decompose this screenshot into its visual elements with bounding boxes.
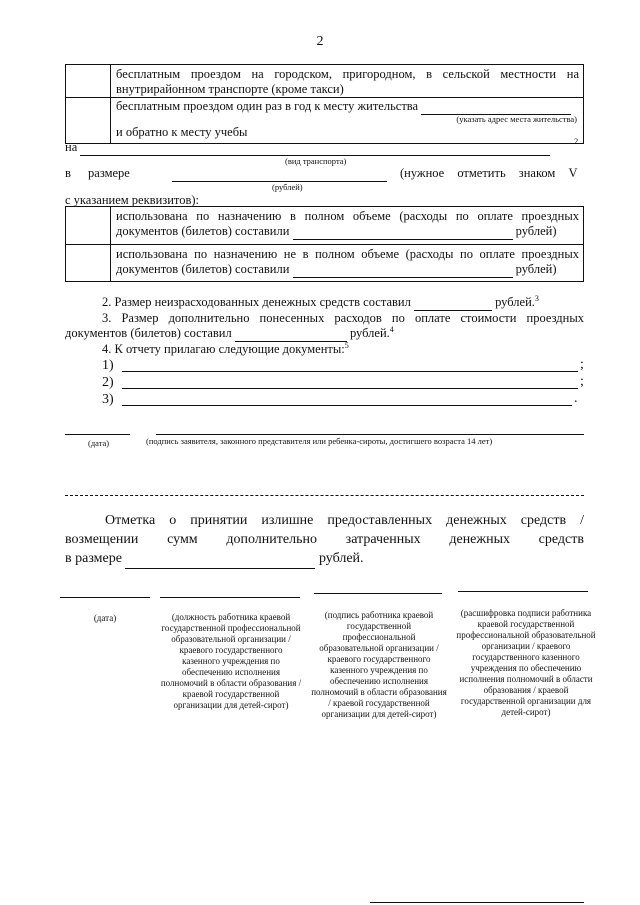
table1-row2-hint: (указать адрес места жительства) <box>456 114 577 124</box>
doc-item-2: 2) <box>102 375 114 390</box>
sign2-signature-caption: (подпись работника краевой государственной профессиональной образовательной организации / краевого государственного казенного учреждения по обеспечению исполнения полномочий в области образования / краевой государственной организации для детей-сирот) <box>311 610 447 719</box>
amount-note: (нужное отметить знаком V <box>400 166 578 180</box>
paragraph-2: 2. Размер неизрасходованных денежных средств составил рублей.$^3$ <box>102 293 539 309</box>
usage-table <box>65 206 584 282</box>
mark-line3: в размере рублей. <box>65 550 364 569</box>
amount-line2: с указанием реквизитов): <box>65 193 199 207</box>
mark-line2: возмещении сумм дополнительно затраченных денежных средств <box>65 532 584 547</box>
na-sup: 2 <box>574 136 579 146</box>
na-line: на <box>65 140 580 156</box>
sign1-signature-caption: (подпись заявителя, законного представителя или ребенка-сироты, достигшего возраста 14 лет) <box>146 436 493 446</box>
paragraph-4: 4. К отчету прилагаю следующие документы:$^5$ <box>102 340 349 356</box>
dashed-separator <box>65 495 584 496</box>
paragraph-3: 3. Размер дополнительно понесенных расходов по оплате стоимости проездных документов (билетов) составил рублей.$^4$ <box>65 311 584 340</box>
page-number: 2 <box>316 34 324 49</box>
sign2-position-caption: (должность работника краевой государственной профессиональной образовательной организации / краевого государственного казенного учреждения по обеспечению исполнения полномочий в области образования / краевой государственной организации для детей-сирот) <box>160 612 302 710</box>
doc-item-1: 1) <box>102 358 114 373</box>
doc-item-3: 3) <box>102 392 114 407</box>
table2-row1: использована по назначению в полном объеме (расходы по оплате проездных документов (билетов) составили рублей) <box>116 209 579 238</box>
bottom-rule <box>370 902 584 903</box>
mark-line1: Отметка о принятии излишне предоставленных денежных средств / <box>105 513 584 528</box>
sign2-date-caption: (дата) <box>93 613 117 623</box>
amount-line: в размере <box>65 166 130 180</box>
amount-hint: (рублей) <box>272 182 303 192</box>
amount-blank <box>172 166 387 182</box>
table1-row2-line1: бесплатным проездом один раз в год к месту жительства <box>116 99 579 115</box>
na-hint: (вид транспорта) <box>285 156 347 166</box>
sign1-date-caption: (дата) <box>88 438 110 448</box>
sign2-decode-caption: (расшифровка подписи работника краевой государственной профессиональной образовательной организации / краевого государственного казенного учреждения по обеспечению исполнения полномочий в области образования / краевой государственной организации для детей-сирот) <box>456 608 596 717</box>
table1-row2-line2: и обратно к месту учебы <box>116 125 248 139</box>
table1-row1: бесплатным проездом на городском, пригородном, в сельской местности на внутрирайонном транспорте (кроме такси) <box>116 67 579 96</box>
table2-row2: использована по назначению не в полном объеме (расходы по оплате проездных документов (билетов) составили рублей) <box>116 247 579 276</box>
transport-table <box>65 64 584 144</box>
